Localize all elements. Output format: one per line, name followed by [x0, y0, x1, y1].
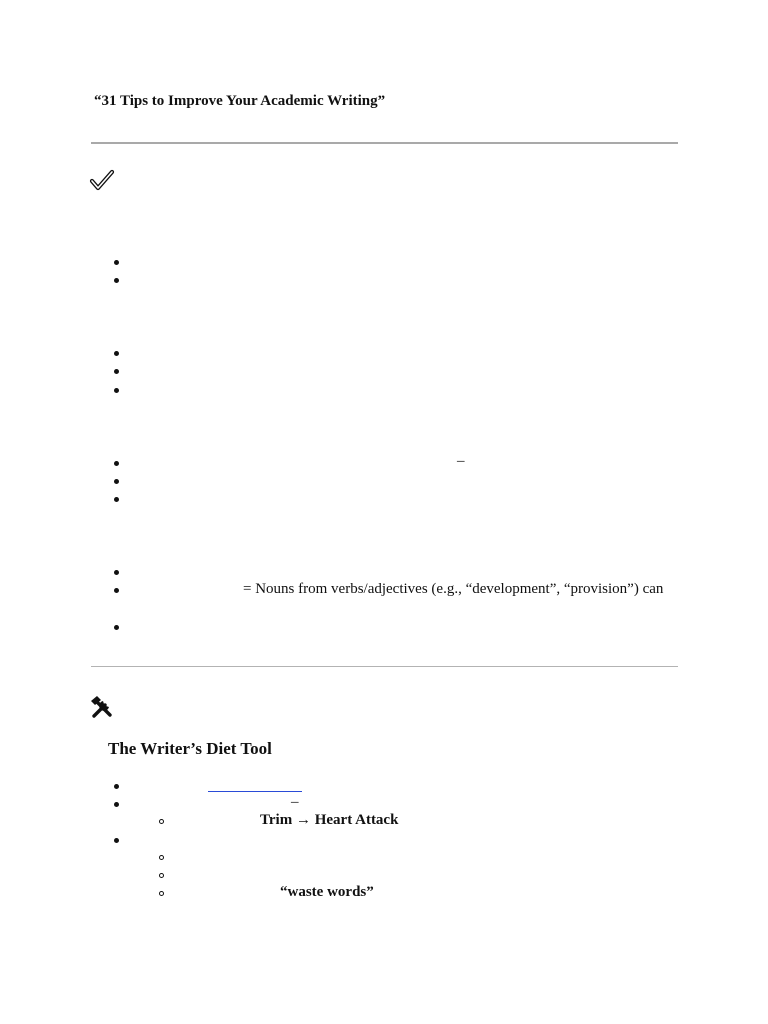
list-bullet: [114, 351, 119, 356]
list-bullet: [114, 802, 119, 807]
list-bullet: [114, 479, 119, 484]
list-bullet: [114, 784, 119, 789]
list-bullet: [114, 461, 119, 466]
list-bullet: [114, 497, 119, 502]
list-bullet: [114, 838, 119, 843]
writers-diet-link[interactable]: [208, 791, 302, 792]
sub-list-bullet: [159, 873, 164, 878]
document-title: “31 Tips to Improve Your Academic Writing”: [94, 93, 386, 109]
diet-scale-range: Trim → Heart Attack: [260, 812, 399, 828]
dash-mark: –: [457, 453, 465, 469]
dash-mark: –: [291, 794, 299, 810]
writers-diet-heading: The Writer’s Diet Tool: [108, 739, 272, 758]
section-divider-middle: [91, 666, 678, 667]
waste-words-label: “waste words”: [280, 884, 374, 900]
list-bullet: [114, 570, 119, 575]
nominalization-definition: = Nouns from verbs/adjectives (e.g., “development”, “provision”) can: [243, 581, 664, 597]
sub-list-bullet: [159, 891, 164, 896]
check-mark-icon: [89, 168, 115, 194]
list-bullet: [114, 588, 119, 593]
list-bullet: [114, 278, 119, 283]
sub-list-bullet: [159, 855, 164, 860]
sub-list-bullet: [159, 819, 164, 824]
tools-icon: [89, 695, 115, 721]
section-divider-top: [91, 142, 678, 144]
list-bullet: [114, 388, 119, 393]
list-bullet: [114, 260, 119, 265]
list-bullet: [114, 625, 119, 630]
list-bullet: [114, 369, 119, 374]
